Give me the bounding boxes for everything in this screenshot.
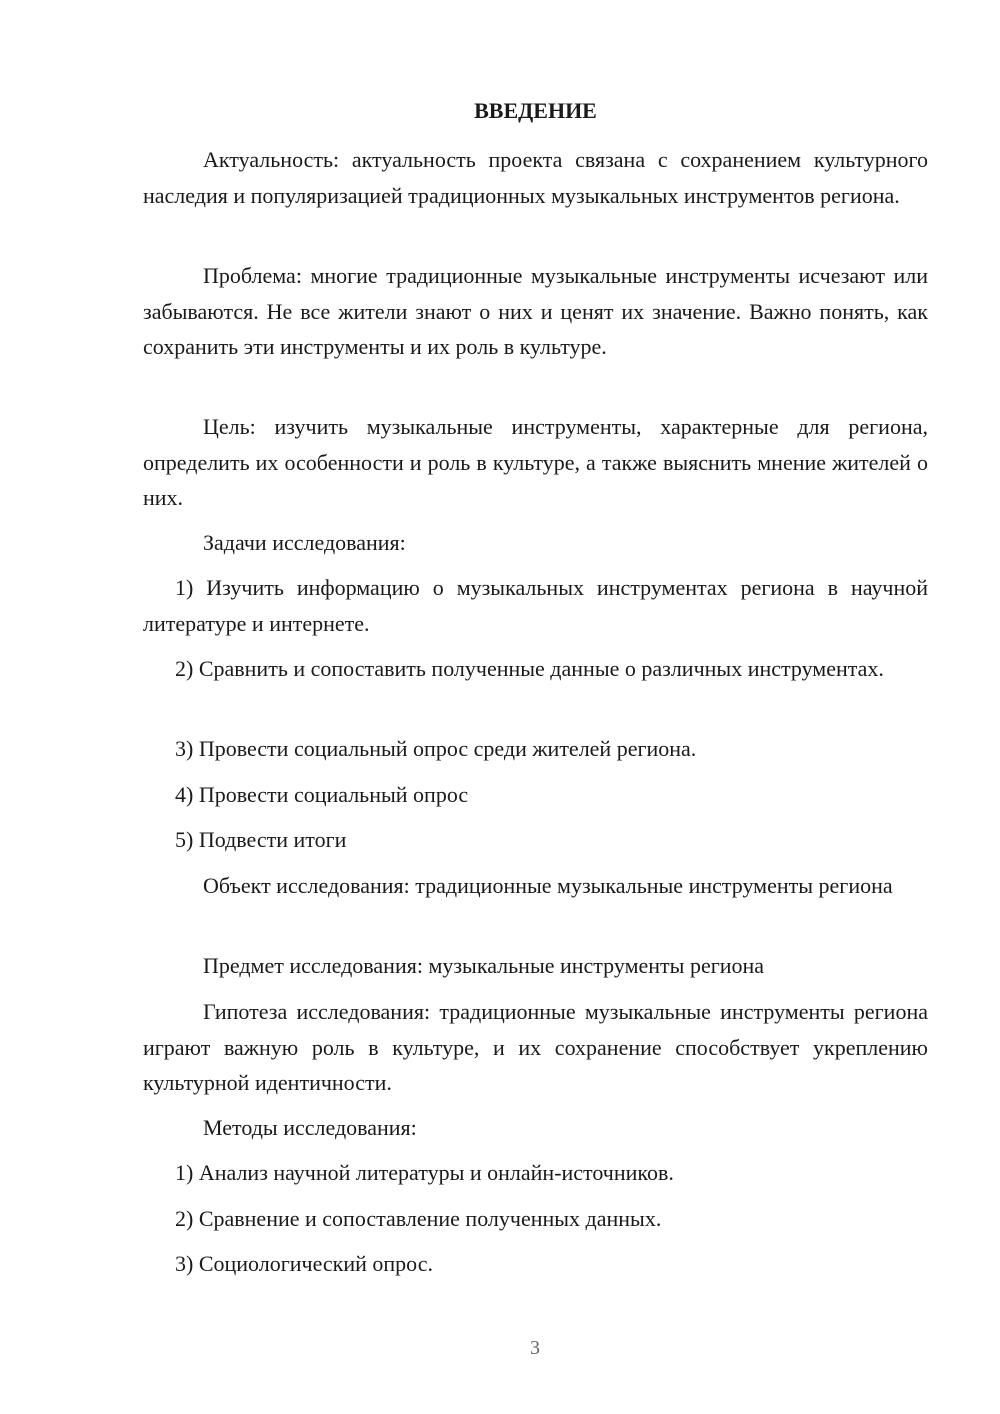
methods-heading: Методы исследования: [203, 1115, 417, 1140]
method-item-1: 1) Анализ научной литературы и онлайн-источников. [175, 1160, 674, 1185]
task-item-3: 3) Провести социальный опрос среди жителей региона. [175, 736, 697, 761]
page-number: 3 [530, 1337, 540, 1359]
object-paragraph: Объект исследования: традиционные музыкальные инструменты региона [203, 873, 893, 898]
goal-paragraph: Цель: изучить музыкальные инструменты, характерные для региона, определить их особенности и роль в культуре, а также выяснить мнение жителей о них. [143, 414, 928, 510]
task-item-4: 4) Провести социальный опрос [175, 782, 469, 807]
task-item-1: 1) Изучить информацию о музыкальных инструментах региона в научной литературе и интернете. [143, 575, 928, 636]
subject-paragraph: Предмет исследования: музыкальные инструменты региона [203, 953, 765, 978]
relevance-paragraph: Актуальность: актуальность проекта связана с сохранением культурного наследия и популяризацией традиционных музыкальных инструментов региона. [143, 147, 928, 208]
task-item-2: 2) Сравнить и сопоставить полученные данные о различных инструментах. [175, 656, 884, 681]
page-title: ВВЕДЕНИЕ [474, 98, 597, 123]
method-item-3: 3) Социологический опрос. [175, 1251, 433, 1276]
hypothesis-paragraph: Гипотеза исследования: традиционные музыкальные инструменты региона играют важную роль в культуре, и их сохранение способствует укреплению культурной идентичности. [143, 999, 928, 1095]
method-item-2: 2) Сравнение и сопоставление полученных данных. [175, 1206, 662, 1231]
tasks-heading: Задачи исследования: [203, 530, 406, 555]
task-item-5: 5) Подвести итоги [175, 827, 347, 852]
problem-paragraph: Проблема: многие традиционные музыкальные инструменты исчезают или забываются. Не все жители знают о них и ценят их значение. Важно понять, как сохранить эти инструменты и их роль в культуре. [143, 263, 928, 359]
